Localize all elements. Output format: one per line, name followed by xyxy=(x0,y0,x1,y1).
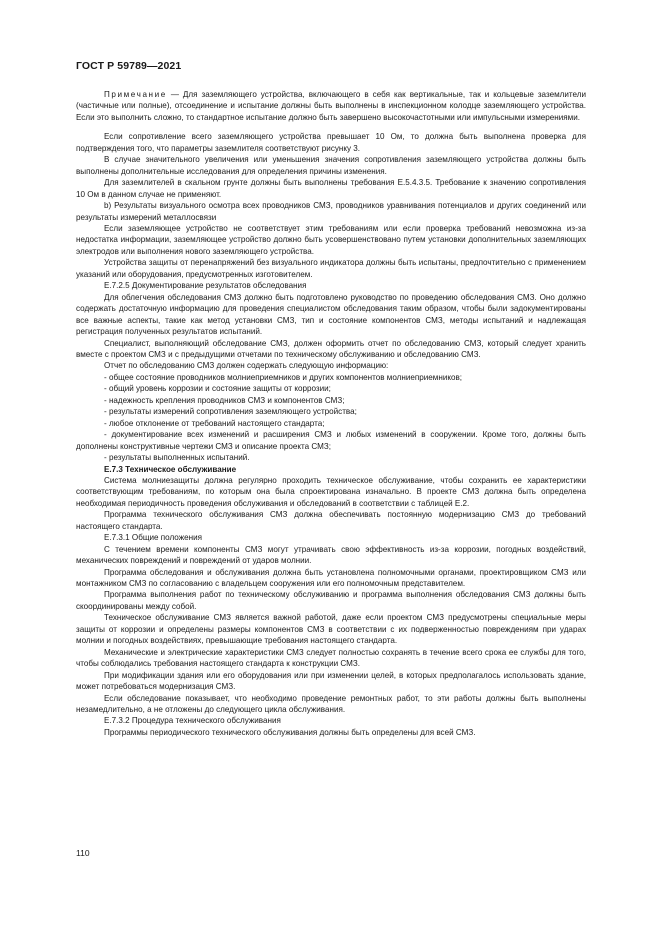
body-paragraph: Устройства защиты от перенапряжений без визуального индикатора должны быть испытаны, предпочтительно с применением указаний или оборудования, предусмотренных изготовителем. xyxy=(76,258,586,279)
page-number: 110 xyxy=(76,848,90,858)
body-paragraph: Для облегчения обследования СМЗ должно быть подготовлено руководство по проведению обследования СМЗ. Оно должно содержать достаточную информацию для проведения специалистом обследования таким образом, чтобы были задокументированы все важные аспекты, такие как метод установки СМЗ, тип и состояние компонентов СМЗ, методы испытаний и надлежащая регистрация полученных результатов испытаний. xyxy=(76,292,586,337)
body-paragraph: Е.7.2.5 Документирование результатов обследования xyxy=(104,281,307,291)
body-paragraph: - любое отклонение от требований настоящего стандарта; xyxy=(104,418,325,428)
body-paragraph: При модификации здания или его оборудования или при изменении целей, в которых предполагалось использовать здание, может потребоваться модернизация СМЗ. xyxy=(76,670,586,692)
body-paragraph: Программа выполнения работ по техническому обслуживанию и программа выполнения обследования СМЗ должны быть скоординированы между собой. xyxy=(76,590,586,611)
body-paragraph: b) Результаты визуального осмотра всех проводников СМЗ, проводников уравнивания потенциалов и других соединений или результаты измерений металлосвязи xyxy=(76,201,586,222)
body-paragraph: Программа технического обслуживания СМЗ должна обеспечивать постоянную модернизацию СМЗ до требований настоящего стандарта. xyxy=(76,510,586,531)
document-header: ГОСТ Р 59789—2021 xyxy=(76,60,182,72)
body-paragraph: Если обследование показывает, что необходимо проведение ремонтных работ, то эти работы должны быть выполнены незамедлительно, а не отложены до следующего цикла обслуживания. xyxy=(76,693,586,715)
body-paragraph: В случае значительного увеличения или уменьшения значения сопротивления заземляющего устройства должны быть выполнены дополнительные исследования для определения причины изменения. xyxy=(76,155,586,176)
note-paragraph xyxy=(76,89,586,123)
note-label: Примечание xyxy=(104,90,167,99)
body-paragraph: - общее состояние проводников молниеприемников и других компонентов молниеприемников; xyxy=(104,372,463,382)
body-paragraph: Программы периодического технического обслуживания должны быть определены для всей СМЗ. xyxy=(104,727,476,737)
body-paragraph: Механические и электрические характеристики СМЗ следует полностью сохранять в течение всего срока ее службы для того, чтобы соблюдались требования настоящего стандарта к конструкции СМЗ. xyxy=(76,647,586,669)
body-paragraph: - результаты выполненных испытаний. xyxy=(104,453,250,463)
body-paragraph: Специалист, выполняющий обследование СМЗ, должен оформить отчет по обследованию СМЗ, который следует хранить вместе с проектом СМЗ и с предыдущими отчетами по техническому обслуживанию и обследованию СМЗ. xyxy=(76,338,586,359)
document-body xyxy=(76,89,586,738)
body-paragraph: Техническое обслуживание СМЗ является важной работой, даже если проектом СМЗ предусмотрены специальные меры защиты от коррозии и определены размеры компонентов СМЗ в соответствии с их подверженностью повреждениям при ударах молнии и погодных воздействиях, превышающие требования настоящего стандарта. xyxy=(76,613,586,646)
body-paragraph: Е.7.3.2 Процедура технического обслуживания xyxy=(104,716,281,726)
section-heading: Е.7.3 Техническое обслуживание xyxy=(104,464,237,474)
body-paragraph: Е.7.3.1 Общие положения xyxy=(104,533,202,543)
body-paragraph: Для заземлителей в скальном грунте должны быть выполнены требования Е.5.4.3.5. Требование к значению сопротивления 10 Ом в данном случае не применяют. xyxy=(76,178,586,199)
body-paragraph: - документирование всех изменений и расширения СМЗ и любых изменений в сооружении. Кроме того, должны быть дополнены конструктивные чертежи СМЗ и описание проекта СМЗ; xyxy=(76,430,586,451)
body-paragraph: - общий уровень коррозии и состояние защиты от коррозии; xyxy=(104,384,331,394)
body-paragraph: - результаты измерений сопротивления заземляющего устройства; xyxy=(104,407,357,417)
body-paragraph: - надежность крепления проводников СМЗ и компонентов СМЗ; xyxy=(104,395,345,405)
note-text: — Для заземляющего устройства, включающего в себя как вертикальные, так и кольцевые заземлители (частичные или полные), отсоединение и испытание должны быть выполнены в инспекционном колодце заземляющего устройства. Если это выполнить сложно, то стандартное испытание должно быть завершено высокочастотными или импульсными измерениями. xyxy=(76,90,586,122)
body-paragraph: Если сопротивление всего заземляющего устройства превышает 10 Ом, то должна быть выполнена проверка для подтверждения того, что параметры заземлителя соответствуют рисунку 3. xyxy=(76,132,586,153)
body-paragraph: Если заземляющее устройство не соответствует этим требованиям или если проверка требований невозможна из-за недостатка информации, заземляющее устройство должно быть усовершенствовано путем установки дополнительных заземляющих электродов или выполнения нового заземляющего устройства. xyxy=(76,223,586,256)
body-paragraph: Система молниезащиты должна регулярно проходить техническое обслуживание, чтобы сохранить ее характеристики соответствующим требованиям, по которым она была спроектирована изначально. В проекте СМЗ должна быть определена необходимая периодичность проведения обслуживания и обследований в соответствии с таблицей Е.2. xyxy=(76,475,586,508)
body-paragraph: Отчет по обследованию СМЗ должен содержать следующую информацию: xyxy=(104,361,389,371)
body-paragraph: С течением времени компоненты СМЗ могут утрачивать свою эффективность из-за коррозии, погодных воздействий, механических повреждений и повреждений от ударов молнии. xyxy=(76,544,586,566)
body-paragraph: Программа обследования и обслуживания должна быть установлена полномочными органами, проектировщиком СМЗ или монтажником СМЗ по согласованию с владельцем сооружения или его полномочным представителем. xyxy=(76,567,586,589)
